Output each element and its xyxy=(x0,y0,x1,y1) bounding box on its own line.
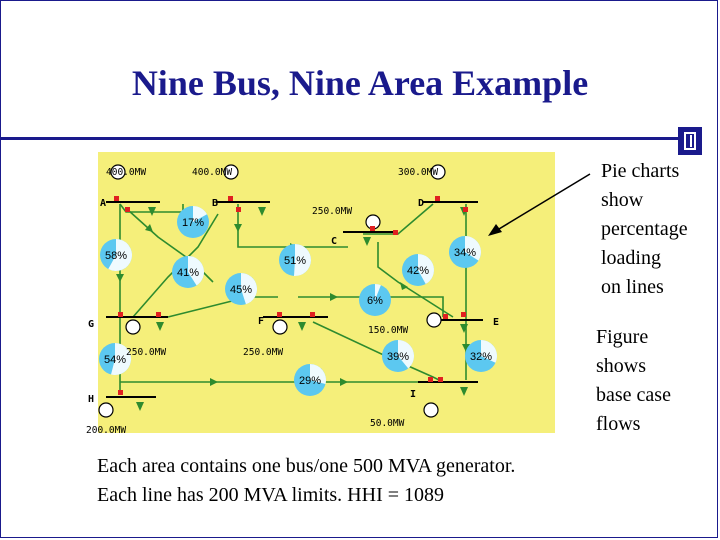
arrow-a-f xyxy=(145,224,153,232)
bus-label-a: A xyxy=(100,198,107,209)
generator-e-icon xyxy=(427,313,441,327)
loading-pie xyxy=(382,340,414,372)
figure-note xyxy=(596,323,671,439)
breaker xyxy=(393,230,398,235)
transmission-lines xyxy=(120,204,466,392)
mw-label-d: 300.0MW xyxy=(398,167,439,178)
breakers xyxy=(114,196,468,395)
breaker xyxy=(438,377,443,382)
breaker xyxy=(236,207,241,212)
callout-line: on lines xyxy=(601,276,664,298)
mw-label-i: 50.0MW xyxy=(370,418,405,429)
figure-note-line: shows xyxy=(596,355,647,377)
bus-label-g: G xyxy=(88,319,95,330)
pie-label: 54% xyxy=(103,354,127,366)
line-g-f xyxy=(168,297,278,317)
bus-label-b: B xyxy=(212,198,219,209)
load-h-icon xyxy=(136,402,144,411)
pie-label: 34% xyxy=(453,247,477,259)
load-c-icon xyxy=(363,237,371,246)
load-i-icon xyxy=(460,387,468,396)
breaker xyxy=(277,312,282,317)
pie-label: 29% xyxy=(298,375,322,387)
mw-label-f: 250.0MW xyxy=(243,347,284,358)
pie-chart-callout xyxy=(601,157,688,302)
footer-line-2: Each line has 200 MVA limits. HHI = 1089 xyxy=(97,484,445,506)
loading-pie xyxy=(465,340,497,372)
generator-f-icon xyxy=(273,320,287,334)
pie-label: 58% xyxy=(104,250,128,262)
breaker xyxy=(428,377,433,382)
loading-pie xyxy=(279,244,311,276)
bus-label-e: E xyxy=(493,317,500,328)
load-b-icon xyxy=(258,207,266,216)
footer-line-1: Each area contains one bus/one 500 MVA generator. xyxy=(97,455,516,477)
title-rule xyxy=(0,137,678,140)
breaker xyxy=(125,207,130,212)
pie-label: 17% xyxy=(181,217,205,229)
bus-label-c: C xyxy=(331,236,338,247)
breaker xyxy=(228,196,233,201)
loading-pie xyxy=(172,256,204,288)
loading-pie xyxy=(100,239,132,271)
bus-label-i: I xyxy=(410,389,417,400)
mw-label-e: 150.0MW xyxy=(368,325,409,336)
breaker xyxy=(370,226,375,231)
loading-pie xyxy=(294,364,326,396)
breaker xyxy=(461,312,466,317)
generator-h-icon xyxy=(99,403,113,417)
arrow-c-e xyxy=(400,282,408,290)
arrow-h-i-2 xyxy=(340,378,348,386)
callout-line: Pie charts xyxy=(601,160,680,182)
loading-pie xyxy=(449,236,481,268)
generator-i-icon xyxy=(424,403,438,417)
loading-pie-charts xyxy=(99,206,500,396)
breaker xyxy=(156,312,161,317)
bus-label-h: H xyxy=(88,394,95,405)
breaker xyxy=(118,390,123,395)
pie-label: 42% xyxy=(406,265,430,277)
load-g-icon xyxy=(156,322,164,331)
bus-label-d: D xyxy=(418,198,425,209)
pie-label: 32% xyxy=(469,351,493,363)
callout-line: show xyxy=(601,189,644,211)
pie-label: 6% xyxy=(367,295,383,307)
mw-label-a: 400.0MW xyxy=(106,167,147,178)
breaker xyxy=(443,314,448,319)
pie-label: 51% xyxy=(283,255,307,267)
load-f-icon xyxy=(298,322,306,331)
university-logo xyxy=(678,127,702,155)
loading-pie xyxy=(402,254,434,286)
slide-title: Nine Bus, Nine Area Example xyxy=(131,63,589,103)
mw-label-h: 200.0MW xyxy=(86,425,127,436)
generator-g-icon xyxy=(126,320,140,334)
loading-pie xyxy=(359,284,391,316)
pie-label: 45% xyxy=(229,284,253,296)
loading-pie xyxy=(177,206,209,238)
bus-label-f: F xyxy=(258,316,265,327)
figure-note-line: Figure xyxy=(596,326,649,348)
callout-arrow xyxy=(480,170,600,240)
arrow-a-g xyxy=(116,274,124,282)
callout-line: loading xyxy=(601,247,661,269)
breaker xyxy=(114,196,119,201)
mw-label-b: 400.0MW xyxy=(192,167,233,178)
breaker xyxy=(435,196,440,201)
breaker xyxy=(463,207,468,212)
logo-i-icon xyxy=(684,132,696,150)
mw-label-c: 250.0MW xyxy=(312,206,353,217)
figure-note-line: base case xyxy=(596,384,671,406)
arrow-b xyxy=(234,224,242,232)
arrow-h-i xyxy=(210,378,218,386)
breaker xyxy=(118,312,123,317)
callout-line: percentage xyxy=(601,218,688,240)
loading-pie xyxy=(225,273,257,305)
mw-label-g: 250.0MW xyxy=(126,347,167,358)
pie-label: 41% xyxy=(176,267,200,279)
figure-note-line: flows xyxy=(596,413,641,435)
pie-label: 39% xyxy=(386,351,410,363)
arrow-f-e xyxy=(330,293,338,301)
breaker xyxy=(310,312,315,317)
